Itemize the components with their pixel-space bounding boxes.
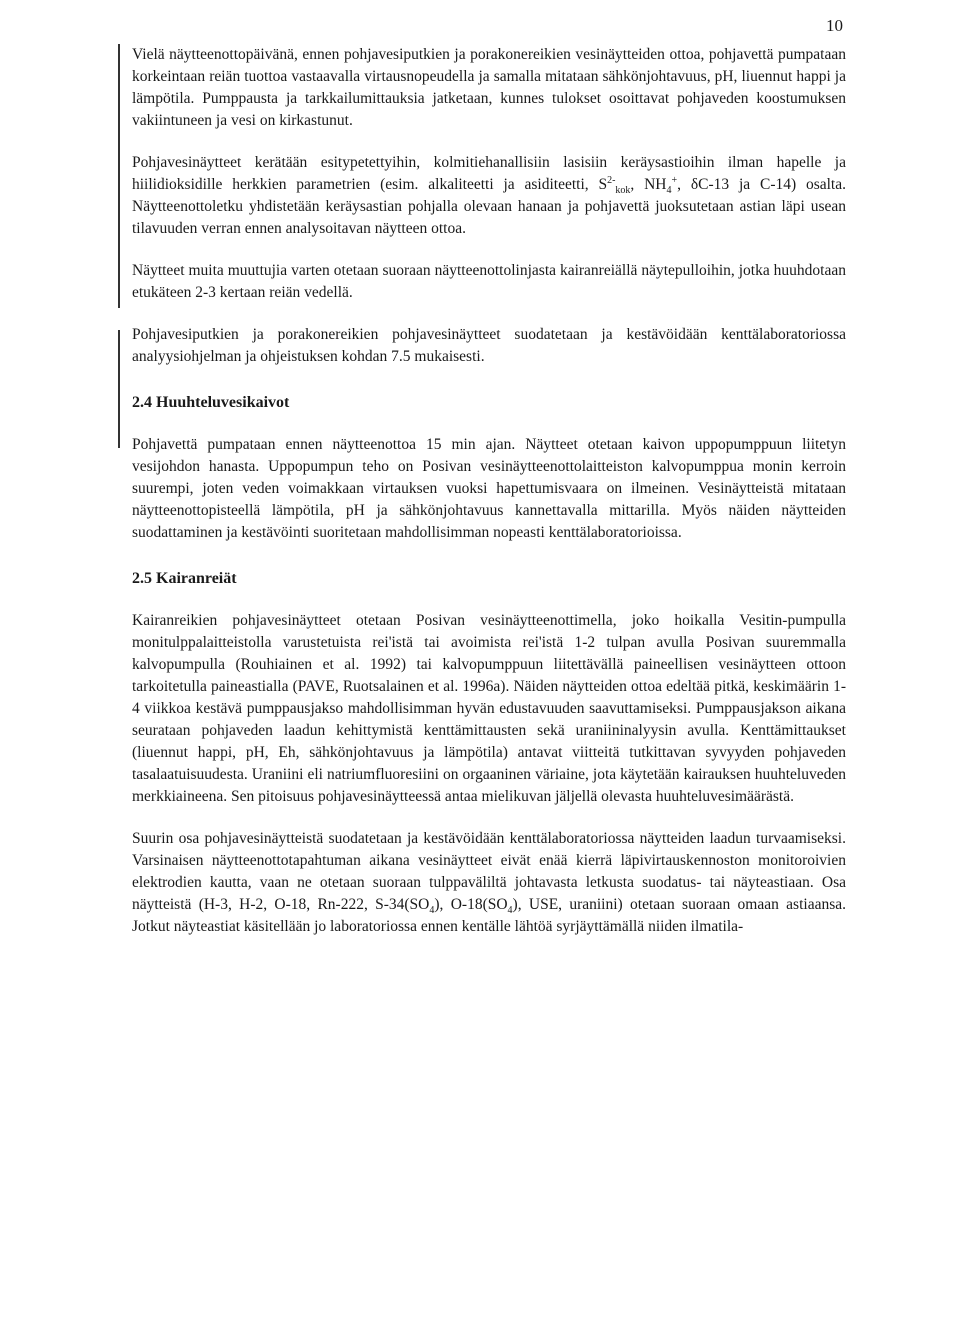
- text-segment: ), O-18(SO: [434, 896, 508, 913]
- paragraph-filtering-field-lab: [132, 828, 846, 938]
- superscript: +: [671, 174, 678, 186]
- subscript: 4: [429, 905, 435, 917]
- section-heading-2-5: 2.5 Kairanreiät: [132, 570, 237, 587]
- superscript: 2-: [607, 174, 616, 186]
- text-segment: , δC-13 ja C-14) osalta. Näytteenottoletku yhdistetään keräysastian pohjalla olevaan hanaan ja pohjavettä juoksutetaan astian läpi usean tilavuuden verran ennen analysoitavan näytteen ottoa.: [132, 176, 846, 237]
- page-number: 10: [826, 16, 843, 35]
- paragraph-pumping: Vielä näytteenottopäivänä, ennen pohjavesiputkien ja porakonereikien vesinäytteiden ottoa, pohjavettä pumpataan korkeintaan reiän tuottoa vastaavalla virtausnopeudella ja samalla mitataan sähkönjohtavuus, pH, liuennut happi ja lämpötila. Pumppausta ja tarkkailumittauksia jatketaan, kunnes tulokset osoittavat pohjaveden koostumuksen vakiintuneen ja vesi on kirkastunut.: [132, 46, 846, 129]
- subscript: 4: [507, 905, 513, 917]
- subscript: 4: [666, 185, 672, 197]
- subscript: kok: [615, 185, 631, 197]
- document-body: [132, 44, 846, 938]
- change-bar-top: [118, 44, 120, 308]
- section-heading-2-4: 2.4 Huuhteluvesikaivot: [132, 394, 290, 411]
- paragraph-sample-collection: [132, 152, 846, 240]
- text-segment: ), USE, uraniini) otetaan suoraan omaan astiaansa. Jotkut näyteastiat käsitellään jo laboratoriossa ennen kentälle lähtöä syrjäyttämällä niiden ilmatila-: [132, 896, 846, 935]
- change-bar-middle: [118, 330, 120, 448]
- paragraph-filtering: Pohjavesiputkien ja porakonereikien pohjavesinäytteet suodatetaan ja kestävöidään kenttälaboratoriossa analyysiohjelman ja ohjeistuksen kohdan 7.5 mukaisesti.: [132, 326, 846, 365]
- text-segment: , NH: [630, 176, 667, 193]
- paragraph-other-variables: Näytteet muita muuttujia varten otetaan suoraan näytteenottolinjasta kairanreiällä näytepulloihin, jotka huuhdotaan etukäteen 2-3 kertaan reiän vedellä.: [132, 262, 846, 301]
- text-segment: Pohjavesinäytteet kerätään esitypetettyihin, kolmitiehanallisiin lasisiin keräysastioihin ilman hapelle ja hiilidioksidille herkkien parametrien (esim. alkaliteetti ja asiditeetti, S: [132, 154, 846, 193]
- text-segment: Suurin osa pohjavesinäytteistä suodatetaan ja kestävöidään kenttälaboratoriossa näytteiden laadun turvaamiseksi. Varsinaisen näytteenottotapahtuman aikana vesinäytteet eivät enää kierrä läpivirtauskennoston monitoroivien elektrodien kautta, vaan ne otetaan suoraan tulppaväliltä johtavasta letkusta suodatus- tai näyteastiaan. Osa näytteistä (H-3, H-2, O-18, Rn-222, S-34(SO: [132, 830, 846, 913]
- paragraph-flushing-wells: Pohjavettä pumpataan ennen näytteenottoa 15 min ajan. Näytteet otetaan kaivon uppopumppuun liitetyn vesijohdon hanasta. Uppopumpun teho on Posivan vesinäytteenottolaitteiston kalvopumppua monin kerroin suurempi, joten veden voimakkaan virtauksen vuoksi hapettumisvaara on ilmeinen. Vesinäytteistä mitataan näytteenottopisteellä lämpötila, pH ja sähkönjohtavuus kannettavalla mittarilla. Myös näiden näytteiden suodattaminen ja kestävöinti suoritetaan mahdollisimman nopeasti kenttälaboratorioissa.: [132, 436, 846, 541]
- paragraph-boreholes: Kairanreikien pohjavesinäytteet otetaan Posivan vesinäytteenottimella, joko hoikalla Vesitin-pumpulla monitulppalaitteistolla varustetuista rei'istä tai avoimista rei'istä 1-2 tulpan avulla Posivan suuremmalla kalvopumpulla (Rouhiainen et al. 1992) tai kalvopumppuun liitettävällä paineellisen vesinäytteen ottoon tarkoitetulla paineastialla (PAVE, Ruotsalainen et al. 1996a). Näiden näytteiden ottoa edeltää pitkä, keskimäärin 1-4 viikkoa kestävä pumppausjakso mahdollisimman hyvän edustavuuden saavuttamiseksi. Pumppausjakson aikana seurataan pohjaveden laadun kehittymistä kenttämittausten sekä uraniininalyysin avulla. Kenttämittaukset (liuennut happi, pH, Eh, sähkönjohtavuus ja lämpötila) antavat viitteitä tutkittavan syvyyden pohjaveden tasalaatuisuudesta. Uraniini eli natriumfluoresiini on orgaaninen väriaine, jota käytetään kairauksen huuhteluveden merkkiaineena. Sen pitoisuus pohjavesinäytteessä antaa mielikuvan jäljellä olevasta huuhteluvesimäärästä.: [132, 612, 846, 805]
